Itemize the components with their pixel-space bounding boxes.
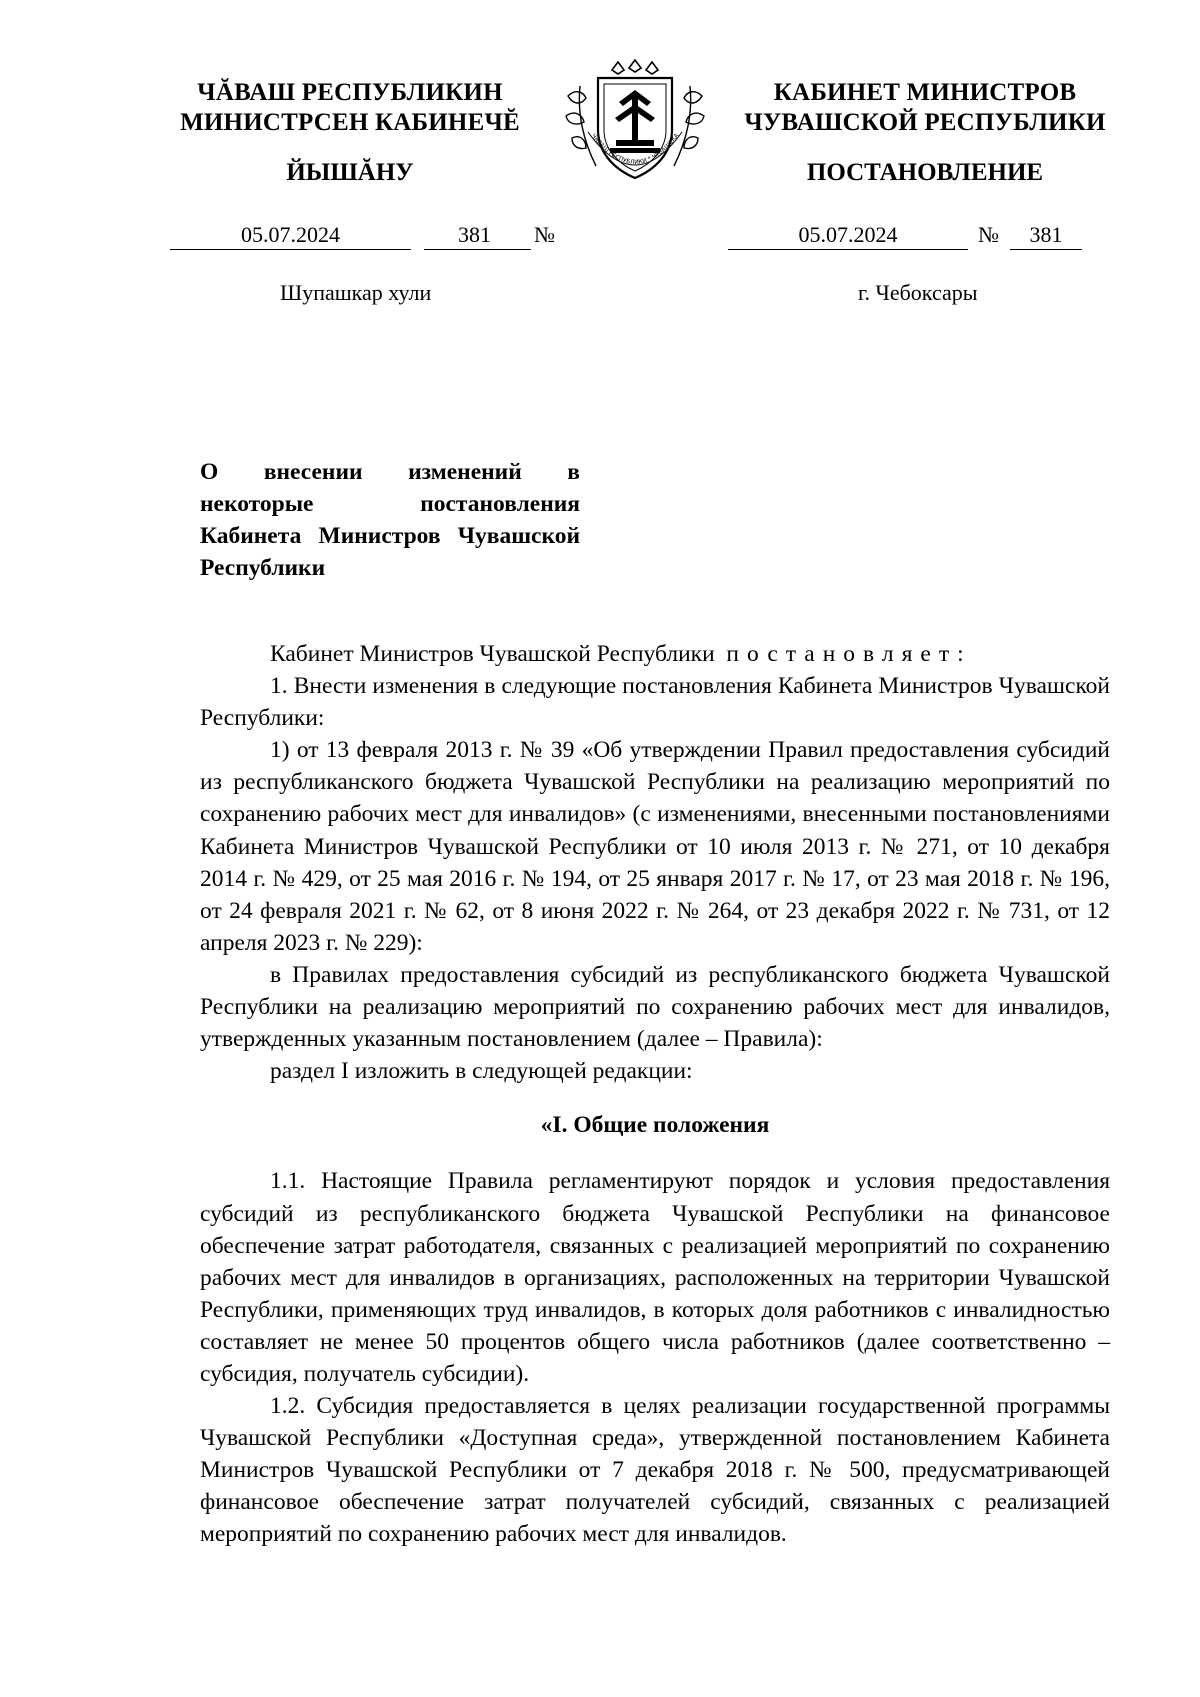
document-body <box>200 638 1110 1551</box>
left-number: 381 <box>458 222 491 247</box>
emblem-hop-left-icon <box>566 86 596 166</box>
right-header-title <box>725 78 1125 138</box>
section-title: «I. Общие положения <box>540 1112 770 1139</box>
paragraph-rules: в Правилах предоставления субсидий из республиканского бюджета Чувашской Республики на реализацию мероприятий по сохранению рабочих мест для инвалидов, утвержденных указанным постановлением (далее – Правила): <box>200 961 1110 1053</box>
decree-word: постановляет: <box>726 641 972 667</box>
emblem-graphic <box>560 56 710 186</box>
emblem-stars-icon <box>612 60 658 74</box>
left-date: 05.07.2024 <box>241 222 340 247</box>
coat-of-arms-emblem <box>560 56 710 186</box>
left-date-field <box>170 222 411 250</box>
right-number: 381 <box>1029 222 1063 247</box>
emblem-ribbon-text: ЧĂВАШ РЕСПУБЛИКИ * ЧУВАШСКА <box>589 132 681 167</box>
left-city: Шупашкар хули <box>280 280 432 305</box>
document-topic: О внесении изменений в некоторые постановления Кабинета Министров Чувашской Республики <box>200 459 580 581</box>
preamble-text: Кабинет Министров Чувашской Республики <box>270 641 715 667</box>
paragraph-1-item-1: 1) от 13 февраля 2013 г. № 39 «Об утверждении Правил предоставления субсидий из республиканского бюджета Чувашской Республики на реализацию мероприятий по сохранению рабочих мест для инвалидов» (с изменениями, внесенными постановлениями Кабинета Министров Чувашской Республики от 10 июля 2013 г. № 271, от 10 декабря 2014 г. № 429, от 25 мая 2016 г. № 194, от 25 января 2017 г. № 17, от 23 мая 2018 г. № 196, от 24 февраля 2021 г. № 62, от 8 июня 2022 г. № 264, от 23 декабря 2022 г. № 731, от 12 апреля 2023 г. № 229): <box>200 737 1110 956</box>
paragraph-1-2: 1.2. Субсидия предоставляется в целях реализации государственной программы Чувашской Республики «Доступная среда», утвержденной постановлением Кабинета Министров Чувашской Республики от 7 декабря 2018 г. № 500, предусматривающей финансовое обеспечение затрат получателей субсидий, связанных с реализацией мероприятий по сохранению рабочих мест для инвалидов. <box>200 1393 1110 1548</box>
left-doc-type: ЙЫШĂНУ <box>286 159 414 186</box>
right-date-field <box>728 222 968 250</box>
right-number-sign: № <box>978 222 999 247</box>
left-number-sign: № <box>534 222 555 247</box>
right-header-line1: КАБИНЕТ МИНИСТРОВ <box>773 79 1077 106</box>
right-doc-type: ПОСТАНОВЛЕНИЕ <box>806 159 1044 186</box>
left-number-field <box>424 222 555 250</box>
left-header-line2: МИНИСТРСЕН КАБИНЕЧĔ <box>180 109 520 136</box>
right-header-line2: ЧУВАШСКОЙ РЕСПУБЛИКИ <box>744 109 1106 136</box>
paragraph-section-instruction: раздел I изложить в следующей редакции: <box>270 1058 693 1085</box>
preamble-paragraph <box>200 638 1110 670</box>
left-header-line1: ЧĂВАШ РЕСПУБЛИКИН <box>197 79 503 106</box>
right-number-field <box>1010 222 1082 250</box>
paragraph-1: 1. Внести изменения в следующие постановления Кабинета Министров Чувашской Республики: <box>200 673 1110 732</box>
paragraph-1-1: 1.1. Настоящие Правила регламентируют порядок и условия предоставления субсидий из республиканского бюджета Чувашской Республики на финансовое обеспечение затрат работодателя, связанных с реализацией мероприятий по сохранению рабочих мест для инвалидов в организациях, расположенных на территории Чувашской Республики, применяющих труд инвалидов, в которых доля работников с инвалидностью составляет не менее 50 процентов общего числа работников (далее соответственно – субсидия, получатель субсидии). <box>200 1168 1110 1387</box>
right-date: 05.07.2024 <box>798 222 898 247</box>
emblem-hop-right-icon <box>674 86 704 166</box>
right-city: г. Чебоксары <box>858 280 978 305</box>
left-header-title <box>150 78 550 138</box>
